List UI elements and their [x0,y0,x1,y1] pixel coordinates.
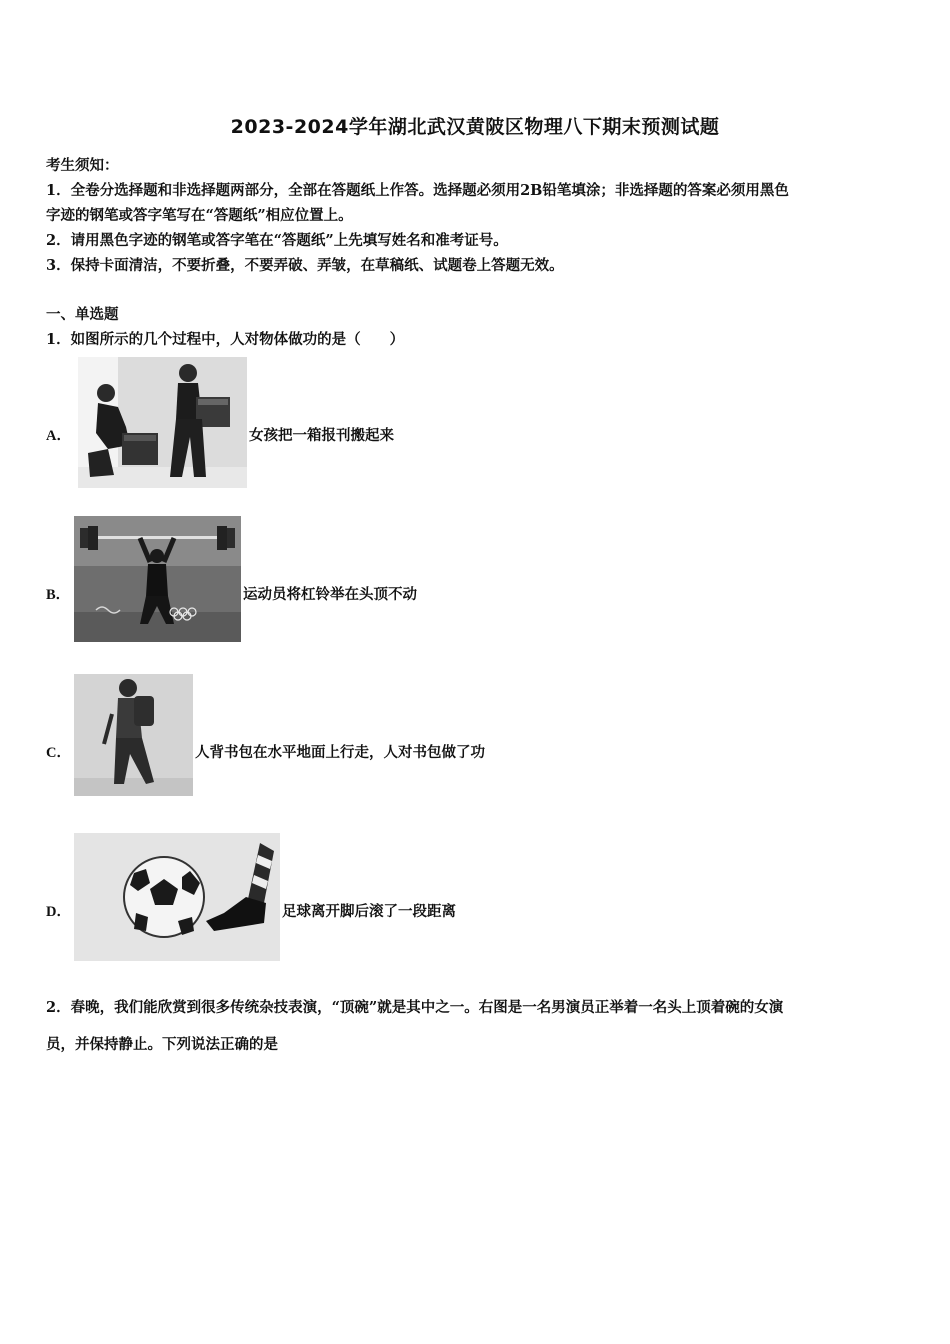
soccer-ball-kick-photo [74,833,280,961]
question-2-stem-line2: 员，并保持静止。下列说法正确的是 [46,1036,278,1053]
page-title: 2023-2024学年湖北武汉黄陂区物理八下期末预测试题 [230,116,720,138]
option-a-letter: A． [46,428,71,444]
option-b-text: 运动员将杠铃举在头顶不动 [243,586,417,603]
notice-item-3: 3．保持卡面清洁，不要折叠，不要弄破、弄皱，在草稿纸、试题卷上答题无效。 [46,257,564,274]
option-a-text: 女孩把一箱报刊搬起来 [249,427,394,444]
question-1-stem: 1．如图所示的几个过程中，人对物体做功的是（ ） [46,331,405,348]
question-2-stem-line1: 2．春晚，我们能欣赏到很多传统杂技表演，“顶碗”就是其中之一。右图是一名男演员正举着一名头上顶着碗的女演 [46,999,784,1016]
option-c-letter: C． [46,745,71,761]
section-heading: 一、单选题 [46,306,119,323]
girl-lifting-box-photo [78,357,247,488]
person-with-backpack-photo [74,674,193,796]
option-c-text: 人背书包在水平地面上行走，人对书包做了功 [195,744,485,761]
notice-item-1: 1．全卷分选择题和非选择题两部分，全部在答题纸上作答。选择题必须用2B铅笔填涂；非选择题的答案必须用黑色 [46,182,789,199]
weightlifter-photo [74,516,241,642]
option-b-letter: B． [46,587,71,603]
notice-heading: 考生须知： [46,157,119,174]
notice-item-2: 2．请用黑色字迹的钢笔或答字笔在“答题纸”上先填写姓名和准考证号。 [46,232,508,249]
notice-item-1-cont: 字迹的钢笔或答字笔写在“答题纸”相应位置上。 [46,207,353,224]
option-d-text: 足球离开脚后滚了一段距离 [282,903,456,920]
option-d-letter: D． [46,904,71,920]
